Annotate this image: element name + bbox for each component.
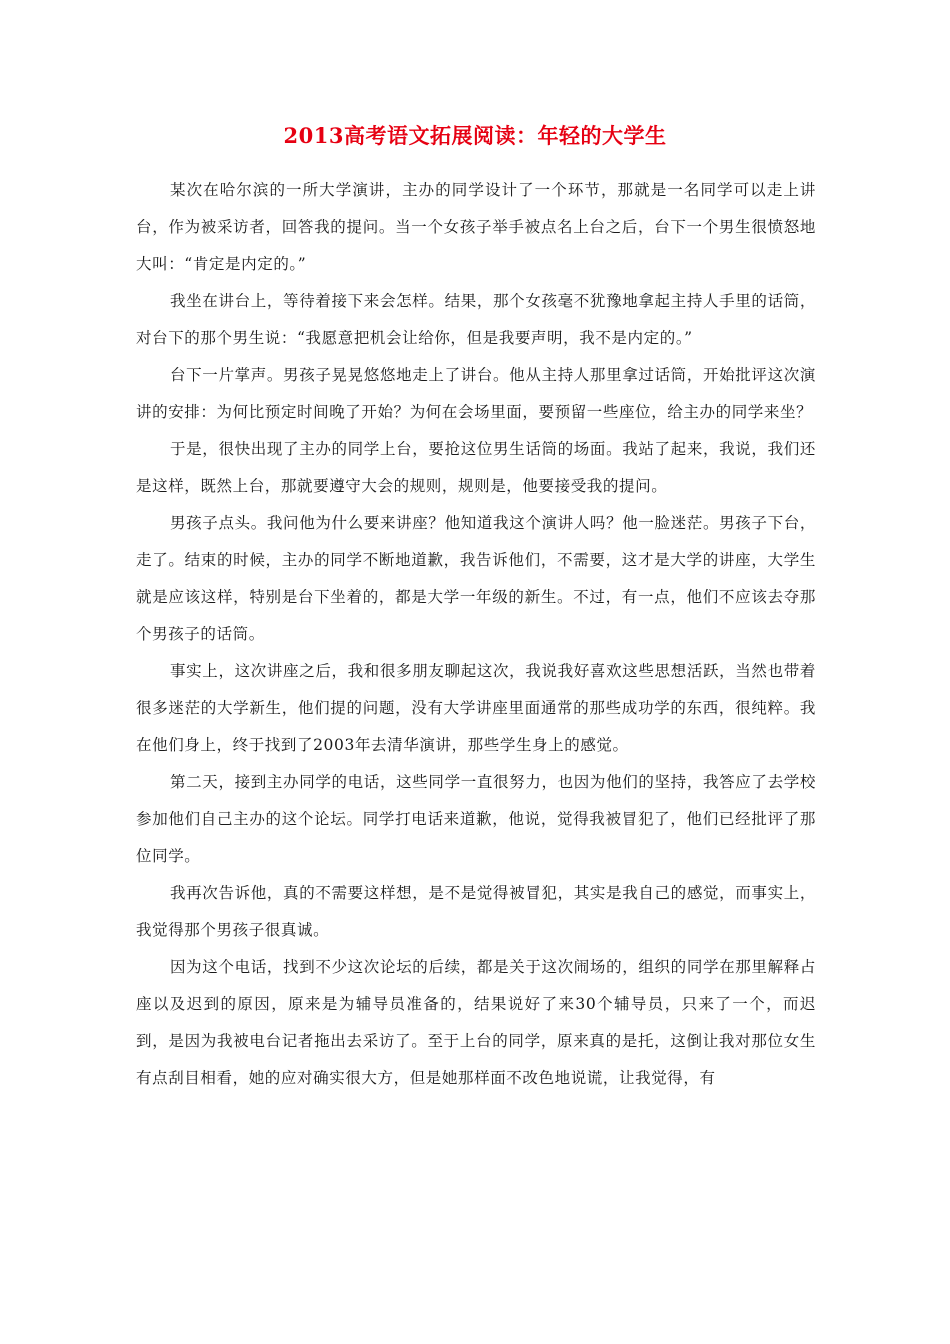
document-title: 2013高考语文拓展阅读：年轻的大学生: [283, 123, 667, 148]
paragraph: 男孩子点头。我问他为什么要来讲座？他知道我这个演讲人吗？他一脸迷茫。男孩子下台，走了。结束的时候，主办的同学不断地道歉，我告诉他们，不需要，这才是大学的讲座，大学生就是应该这样，特别是台下坐着的，都是大学一年级的新生。不过，有一点，他们不应该去夺那个男孩子的话筒。: [136, 514, 816, 643]
paragraph: 台下一片掌声。男孩子晃晃悠悠地走上了讲台。他从主持人那里拿过话筒，开始批评这次演讲的安排：为何比预定时间晚了开始？为何在会场里面，要预留一些座位，给主办的同学来坐？: [136, 366, 816, 421]
paragraph: 事实上，这次讲座之后，我和很多朋友聊起这次，我说我好喜欢这些思想活跃，当然也带着很多迷茫的大学新生，他们提的问题，没有大学讲座里面通常的那些成功学的东西，很纯粹。我在他们身上，终于找到了2003年去清华演讲，那些学生身上的感觉。: [136, 662, 816, 754]
paragraph: 我坐在讲台上，等待着接下来会怎样。结果，那个女孩毫不犹豫地拿起主持人手里的话筒，对台下的那个男生说：“我愿意把机会让给你，但是我要声明，我不是内定的。”: [136, 292, 816, 347]
paragraph: 因为这个电话，找到不少这次论坛的后续，都是关于这次闹场的，组织的同学在那里解释占座以及迟到的原因，原来是为辅导员准备的，结果说好了来30个辅导员，只来了一个，而迟到，是因为我被电台记者拖出去采访了。至于上台的同学，原来真的是托，这倒让我对那位女生有点刮目相看，她的应对确实很大方，但是她那样面不改色地说谎，让我觉得，有: [136, 958, 816, 1087]
paragraph: 第二天，接到主办同学的电话，这些同学一直很努力，也因为他们的坚持，我答应了去学校参加他们自己主办的这个论坛。同学打电话来道歉，他说，觉得我被冒犯了，他们已经批评了那位同学。: [136, 773, 816, 865]
paragraph: 于是，很快出现了主办的同学上台，要抢这位男生话筒的场面。我站了起来，我说，我们还是这样，既然上台，那就要遵守大会的规则，规则是，他要接受我的提问。: [136, 440, 816, 495]
document-body: [136, 172, 816, 1097]
paragraph: 某次在哈尔滨的一所大学演讲，主办的同学设计了一个环节，那就是一名同学可以走上讲台，作为被采访者，回答我的提问。当一个女孩子举手被点名上台之后，台下一个男生很愤怒地大叫：“肯定是内定的。”: [136, 181, 816, 273]
paragraph: 我再次告诉他，真的不需要这样想，是不是觉得被冒犯，其实是我自己的感觉，而事实上，我觉得那个男孩子很真诚。: [136, 884, 816, 939]
